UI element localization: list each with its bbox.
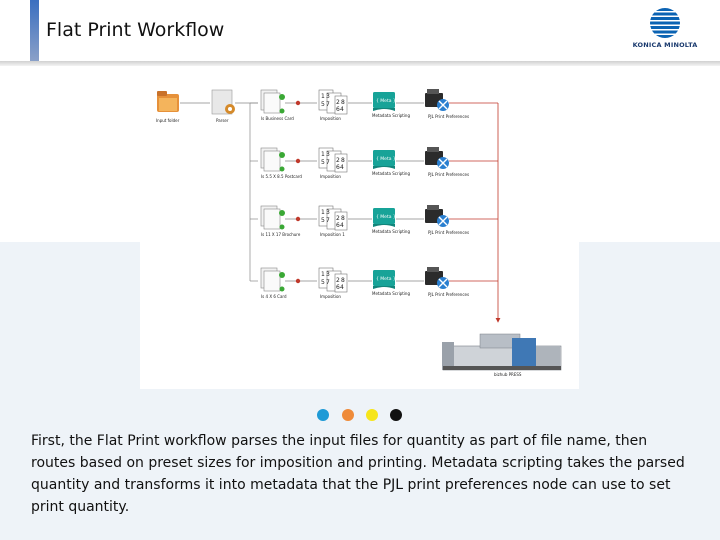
slide-caption: First, the Flat Print workflow parses the input files for quantity as part of file name, then routes based on preset sizes for imposition and printing. Metadata scripting takes the parsed quantity and transforms it into metadata that the PJL print preferences node can use to set print quantity. (31, 433, 685, 515)
imposition-digit: 4 (340, 284, 344, 291)
logo-text: KONICA MINOLTA (632, 41, 698, 49)
pref-label: PJL Print Preferences (428, 292, 470, 297)
script-badge-text: { Meta } (376, 99, 396, 104)
check-icon (280, 287, 285, 292)
konica-minolta-globe-icon (650, 8, 680, 38)
connector-dot (296, 101, 300, 105)
imposition-digit: 6 (336, 222, 340, 229)
cyan-dot (317, 409, 329, 421)
imposition-digit: 5 (321, 101, 325, 108)
imposition-digit: 5 (321, 279, 325, 286)
imposition-digit: 5 (321, 217, 325, 224)
imposition-digit: 7 (326, 159, 330, 166)
script-badge-text: { Meta } (376, 277, 396, 282)
connector-dot (296, 217, 300, 221)
imposition-digit: 7 (326, 217, 330, 224)
black-dot (390, 409, 402, 421)
check-icon (279, 272, 285, 278)
imposition-digit: 4 (340, 222, 344, 229)
script-label: Metadata Scripting (372, 229, 410, 234)
imposition-digit: 1 (321, 93, 325, 100)
imposition-digit: 8 (341, 277, 345, 284)
imposition-digit: 2 (336, 215, 340, 222)
imposition-digit: 1 (321, 209, 325, 216)
imposition-digit: 8 (341, 157, 345, 164)
color-dots (317, 409, 407, 423)
imposition-digit: 3 (326, 151, 330, 158)
production-printer-icon (442, 334, 561, 370)
script-label: Metadata Scripting (372, 171, 410, 176)
check-icon (280, 225, 285, 230)
header-divider (0, 61, 720, 66)
imposition-digit: 6 (336, 284, 340, 291)
imposition-digit: 1 (321, 151, 325, 158)
imposition-digit: 2 (336, 99, 340, 106)
check-icon (280, 167, 285, 172)
check-icon (280, 109, 285, 114)
imposition-digit: 4 (340, 106, 344, 113)
folder-icon (157, 91, 179, 112)
imposition-digit: 8 (341, 99, 345, 106)
parser-gear-icon (212, 90, 235, 114)
workflow-diagram-svg (140, 76, 579, 389)
filter-label: Is 5.5 X 8.5 Postcard (261, 174, 302, 179)
imposition-digit: 6 (336, 106, 340, 113)
imposition-digit: 7 (326, 101, 330, 108)
parser-label: Parser (216, 118, 229, 123)
imposition-digit: 3 (326, 93, 330, 100)
imposition-label: Imposition (320, 174, 341, 179)
input-folder-label: Input folder (156, 118, 180, 123)
imposition-digit: 8 (341, 215, 345, 222)
imposition-digit: 3 (326, 209, 330, 216)
imposition-label: Imposition (320, 116, 341, 121)
workflow-diagram (140, 76, 579, 389)
imposition-digit: 4 (340, 164, 344, 171)
imposition-label: Imposition (320, 294, 341, 299)
imposition-digit: 2 (336, 157, 340, 164)
check-icon (279, 94, 285, 100)
check-icon (279, 210, 285, 216)
printer-label: bizhub PRESS (494, 372, 522, 377)
slide-title: Flat Print Workflow (46, 19, 225, 41)
imposition-digit: 7 (326, 279, 330, 286)
script-label: Metadata Scripting (372, 291, 410, 296)
pref-label: PJL Print Preferences (428, 230, 470, 235)
company-logo (628, 8, 702, 54)
filter-label: Is 4 X 6 Card (261, 294, 287, 299)
script-label: Metadata Scripting (372, 113, 410, 118)
pref-label: PJL Print Preferences (428, 172, 470, 177)
script-badge-text: { Meta } (376, 157, 396, 162)
connector-dot (296, 279, 300, 283)
filter-label: Is Business Card (261, 116, 294, 121)
imposition-digit: 6 (336, 164, 340, 171)
imposition-label: Imposition 1 (320, 232, 345, 237)
imposition-digit: 3 (326, 271, 330, 278)
title-accent-bar (30, 0, 39, 61)
filter-label: Is 11 X 17 Brochure (261, 232, 301, 237)
pref-label: PJL Print Preferences (428, 114, 470, 119)
connector-dot (296, 159, 300, 163)
imposition-digit: 2 (336, 277, 340, 284)
imposition-digit: 5 (321, 159, 325, 166)
check-icon (279, 152, 285, 158)
orange-dot (342, 409, 354, 421)
yellow-dot (366, 409, 378, 421)
imposition-digit: 1 (321, 271, 325, 278)
script-badge-text: { Meta } (376, 215, 396, 220)
